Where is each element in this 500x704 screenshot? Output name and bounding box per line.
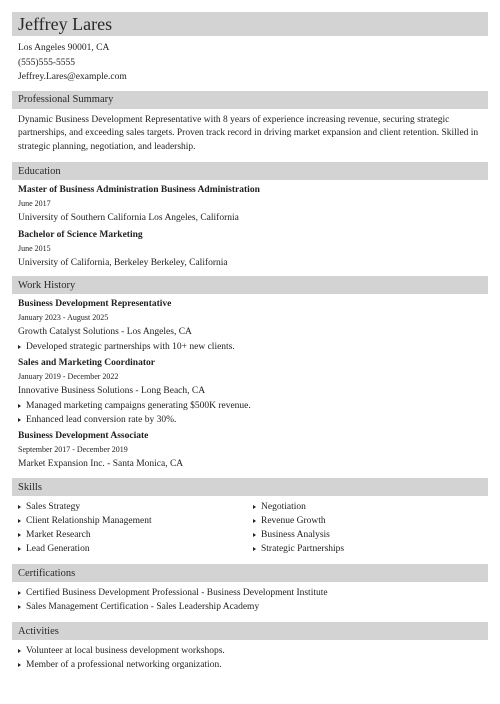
skill-text: Sales Strategy bbox=[26, 502, 81, 512]
bullet-icon bbox=[18, 505, 21, 509]
summary-text: Dynamic Business Development Representative with 8 years of experience increasing revenue, securing strategic partnerships, and exceeding sales targets. Proven track record in driving market expansion and client retention. Skilled in strategic planning, negotiation, and leadership. bbox=[18, 114, 479, 152]
education-entry bbox=[18, 183, 488, 226]
job-bullets bbox=[18, 340, 488, 354]
list-item bbox=[253, 528, 488, 542]
section-heading-activities bbox=[12, 622, 488, 640]
job-title: Sales and Marketing Coordinator bbox=[18, 358, 155, 368]
list-item bbox=[18, 542, 253, 556]
list-item bbox=[18, 644, 488, 658]
address: Los Angeles 90001, CA bbox=[18, 43, 110, 53]
job-dates: January 2023 - August 2025 bbox=[18, 313, 109, 322]
section-heading-work bbox=[12, 276, 488, 294]
list-item bbox=[18, 586, 488, 600]
bullet-icon bbox=[18, 345, 21, 349]
bullet-text: Developed strategic partnerships with 10+ new clients. bbox=[26, 342, 235, 352]
job-dates: January 2019 - December 2022 bbox=[18, 372, 119, 381]
activity-text: Member of a professional networking organization. bbox=[26, 660, 222, 670]
list-item bbox=[18, 600, 488, 614]
list-item bbox=[18, 514, 253, 528]
school: University of Southern California Los Angeles, California bbox=[18, 213, 239, 223]
bullet-icon bbox=[18, 418, 21, 422]
bullet-icon bbox=[253, 505, 256, 509]
skill-text: Client Relationship Management bbox=[26, 516, 152, 526]
degree: Master of Business Administration Business Administration bbox=[18, 185, 260, 195]
bullet-icon bbox=[18, 605, 21, 609]
company: Innovative Business Solutions - Long Beach, CA bbox=[18, 386, 206, 396]
phone: (555)555-5555 bbox=[18, 57, 75, 68]
list-item bbox=[18, 413, 488, 427]
section-title: Work History bbox=[18, 279, 76, 291]
job-bullets bbox=[18, 399, 488, 427]
section-title: Activities bbox=[18, 625, 59, 637]
bullet-icon bbox=[18, 519, 21, 523]
school: University of California, Berkeley Berkeley, California bbox=[18, 258, 228, 268]
skill-text: Negotiation bbox=[261, 502, 306, 512]
skills-column-left bbox=[18, 500, 253, 556]
skills-list bbox=[12, 500, 488, 556]
job-entry bbox=[18, 356, 488, 427]
section-heading-skills bbox=[12, 478, 488, 496]
bullet-text: Managed marketing campaigns generating $500K revenue. bbox=[26, 401, 251, 411]
section-title: Skills bbox=[18, 481, 42, 493]
bullet-text: Enhanced lead conversion rate by 30%. bbox=[26, 415, 177, 425]
skills-column-right bbox=[253, 500, 488, 556]
section-title: Education bbox=[18, 165, 61, 177]
activities-list bbox=[12, 644, 488, 672]
bullet-icon bbox=[18, 649, 21, 653]
list-item bbox=[253, 500, 488, 514]
section-heading-summary bbox=[12, 91, 488, 109]
section-title: Certifications bbox=[18, 567, 76, 579]
job-title: Business Development Representative bbox=[18, 299, 172, 309]
bullet-icon bbox=[18, 533, 21, 537]
degree: Bachelor of Science Marketing bbox=[18, 230, 143, 240]
section-heading-education bbox=[12, 162, 488, 180]
list-item bbox=[18, 399, 488, 413]
certification-text: Certified Business Development Professional - Business Development Institute bbox=[26, 588, 328, 598]
list-item bbox=[18, 500, 253, 514]
education-entry bbox=[18, 228, 488, 271]
activity-text: Volunteer at local business development workshops. bbox=[26, 646, 225, 656]
certification-text: Sales Management Certification - Sales Leadership Academy bbox=[26, 602, 260, 612]
list-item bbox=[18, 658, 488, 672]
skill-text: Revenue Growth bbox=[261, 516, 326, 526]
resume-page bbox=[12, 12, 488, 672]
candidate-name: Jeffrey Lares bbox=[18, 14, 113, 34]
bullet-icon bbox=[18, 547, 21, 551]
job-dates: September 2017 - December 2019 bbox=[18, 445, 128, 454]
bullet-icon bbox=[253, 533, 256, 537]
skill-text: Lead Generation bbox=[26, 544, 90, 554]
bullet-icon bbox=[253, 519, 256, 523]
skill-text: Business Analysis bbox=[261, 530, 330, 540]
job-entry bbox=[18, 429, 488, 472]
job-entry bbox=[18, 297, 488, 354]
skill-text: Market Research bbox=[26, 530, 91, 540]
skill-text: Strategic Partnerships bbox=[261, 544, 345, 554]
list-item bbox=[18, 528, 253, 542]
bullet-icon bbox=[253, 547, 256, 551]
section-title: Professional Summary bbox=[18, 94, 114, 105]
bullet-icon bbox=[18, 404, 21, 408]
name-header bbox=[12, 12, 488, 36]
work-list bbox=[12, 297, 488, 472]
certifications-list bbox=[12, 586, 488, 614]
education-list bbox=[12, 183, 488, 271]
graduation-date: June 2015 bbox=[18, 244, 51, 253]
job-title: Business Development Associate bbox=[18, 431, 149, 441]
bullet-icon bbox=[18, 591, 21, 595]
email: Jeffrey.Lares@example.com bbox=[18, 72, 127, 82]
list-item bbox=[253, 514, 488, 528]
company: Growth Catalyst Solutions - Los Angeles, CA bbox=[18, 327, 192, 337]
bullet-icon bbox=[18, 663, 21, 667]
graduation-date: June 2017 bbox=[18, 199, 51, 208]
list-item bbox=[253, 542, 488, 556]
contact-info bbox=[12, 41, 488, 85]
list-item bbox=[18, 340, 488, 354]
company: Market Expansion Inc. - Santa Monica, CA bbox=[18, 459, 184, 469]
section-heading-certifications bbox=[12, 564, 488, 582]
